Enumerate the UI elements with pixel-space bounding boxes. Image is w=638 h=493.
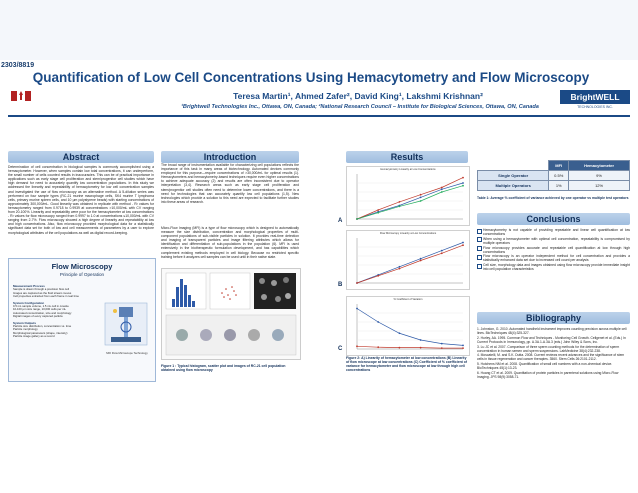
data-point bbox=[377, 275, 379, 277]
conclusions-header: Conclusions bbox=[477, 213, 630, 225]
table-header-row bbox=[478, 161, 630, 171]
figure-2-caption: Figure 2: A) Linearity of hemacytometer at low concentrations (B) Linearity of flow microscope at low concentrations (C) Coefficient of % coefficient of variance for hemacytometer and flow microscope at low through high cell concentrations bbox=[346, 356, 467, 372]
flow-microscopy-title: Flow Microscopy bbox=[51, 262, 113, 271]
output-title: System Outputs bbox=[13, 320, 37, 325]
bibliography-header: Bibliography bbox=[477, 312, 630, 324]
table-cell: 1% bbox=[549, 181, 569, 191]
chart-b-plot bbox=[347, 231, 469, 289]
intro-paragraph-2: Micro-Flow Imaging (MFI) is a type of flow microscopy which is designed to automatically measure the size distribution, concentration and morphological properties of multi-component populations of sub-visible particles in solution. It provides real-time detection and imaging of transparent particles and image filtering attributes which allows for identification and differentiation of sub-populations in the population (6). MFI is used extensively in the biotherapeutic formulation development, and has capabilities which complement existing methods employed in cell biology. Because no restricted specific training before it analyzes cell samples can be used until in their native state. bbox=[161, 226, 299, 259]
measurement-item: Cell properties extracted from each frame in real time bbox=[13, 294, 79, 299]
chart-a-letter: A bbox=[338, 218, 343, 224]
flow-microscopy-text bbox=[13, 285, 99, 339]
chart-b-title: Flow Microscopy Linearity at Low Concentrations bbox=[379, 232, 437, 235]
data-point bbox=[462, 347, 464, 349]
data-point bbox=[356, 282, 358, 284]
conclusion-text: Flow microscopy is an operator independent method for cell concentration and provides a statistically enhanced data set due to increased cell count per analysis bbox=[483, 254, 630, 263]
data-point bbox=[441, 188, 443, 190]
data-point bbox=[399, 347, 401, 349]
data-point bbox=[420, 339, 422, 341]
data-point bbox=[399, 332, 401, 334]
reference-item: 2. Hurley, AA. 1995. Common Flow and Techniques - Monitoring Cell Growth. Cellgenet et al. (Eds.) In Current Protocols in Immunology, pp. A.3A.1-A.3A.3 (eds.) John Wiley & Sons, Inc. bbox=[477, 335, 626, 344]
table-col-hemacytometer: Hemacytometer bbox=[569, 161, 630, 171]
poster-id: 2303/8819 bbox=[1, 62, 35, 69]
system-item: 10-100 µm size range, 10,000 cells per mL bbox=[13, 307, 67, 312]
reference-item: 1. Johnston, G. 2010. Automated handheld instrument improves counting precision across multiple cell lines. BioTechniques 48(4):325-327. bbox=[477, 327, 627, 335]
data-point bbox=[462, 345, 464, 347]
brightwell-logo-wordmark: BrightWELL bbox=[560, 90, 630, 104]
data-point bbox=[399, 268, 401, 270]
data-point bbox=[420, 347, 422, 349]
checkbox-icon bbox=[477, 264, 482, 269]
data-point bbox=[399, 206, 401, 208]
chart-axis bbox=[357, 238, 463, 283]
conclusion-text: When using a hemacytometer with optimal cell concentration, repeatability is compromised by multiple operators bbox=[483, 236, 630, 245]
conclusion-item bbox=[477, 263, 630, 271]
series-line bbox=[357, 243, 463, 284]
data-point bbox=[377, 212, 379, 214]
system-title: System Configuration bbox=[13, 300, 45, 305]
abstract-header: Abstract bbox=[8, 151, 154, 163]
table-cell: 0.5% bbox=[549, 171, 569, 181]
flow-microscope-diagram bbox=[101, 299, 151, 349]
table-cell: 12% bbox=[569, 181, 630, 191]
chart-b bbox=[346, 230, 470, 290]
data-point bbox=[462, 185, 464, 187]
checkbox-icon bbox=[477, 246, 482, 251]
introduction-header: Introduction bbox=[161, 151, 299, 163]
table-cell: 9% bbox=[569, 171, 630, 181]
output-item: Morphological parameters (shape, intensity) bbox=[13, 330, 68, 335]
data-point bbox=[420, 200, 422, 202]
table-col-mfi: MFI bbox=[549, 161, 569, 171]
conclusion-text: Hemacytometry is not capable of providing repeatable and linear cell quantification at low concentrations bbox=[483, 228, 630, 237]
table-row bbox=[478, 181, 630, 191]
flow-microscopy-subtitle: Principle of Operation bbox=[59, 272, 105, 277]
checkbox-icon bbox=[477, 237, 482, 242]
conclusion-text: Flow microscopy provides accurate and repeatable cell quantification at low through high concentrations bbox=[483, 245, 630, 254]
data-point bbox=[356, 218, 358, 220]
data-point bbox=[420, 194, 422, 196]
data-point bbox=[420, 197, 422, 199]
series-line bbox=[357, 186, 463, 219]
abstract-text: Determination of cell concentration in biological samples is commonly accomplished using a hemacytometer. However, when samples contain low total concentrations, it can underperform, the small number of cells counted results in inaccuracies. This can be of practical importance in applications such as early stage cell proliferation and stem/progenitor cell studies which have high demand for need to accurately quantify low concentration populations. In this study we addressed the linearity and repeatability of hemacytometry for low cell concentration samples and investigated the use of flow microscopy as an alternative method. A 5-dilution series was performed on four sample types (RC-21 murine macrophage cells, SK4 murine T lymphoma cells, primary murine spleen cells, and 10 µm polystyrene beads) with starting concentrations of approximately 300,000/mL. Good linearity was obtained in replicate with method - R² values for hemacytometry ranged from 0.9718 to 0.9939 at concentrations >10,000/mL with CV ranging from 20-100%. Linearity and repeatability were poor for the hemacytometer at low concentrations - R² values for flow microscopy ranged from 0.9997 to 1.0 at concentrations ≤10,000/mL with CV ranging from 2-7%. Flow microscopy showed a high degree of linearity and repeatability at low and high concentrations. Also, flow microscopy provided morphological data for a statistically significant data set for both of low and cell measurements of parameters by a user to explore morphological attributes of the cell populations as well as digital record-keeping. bbox=[8, 165, 154, 235]
measurement-title: Measurement Process bbox=[13, 284, 45, 288]
top-band bbox=[0, 0, 638, 60]
data-point bbox=[377, 321, 379, 323]
checkbox-icon bbox=[477, 255, 482, 260]
data-point bbox=[441, 252, 443, 254]
chart-axis bbox=[357, 304, 463, 349]
bibliography-list bbox=[477, 327, 630, 380]
series-line bbox=[357, 245, 463, 283]
brightwell-logo-sub: TECHNOLOGIES INC. bbox=[577, 105, 613, 109]
nrc-logo bbox=[10, 88, 32, 104]
data-point bbox=[420, 260, 422, 262]
checkbox-icon bbox=[477, 229, 482, 234]
measurement-item: Images are captured as the fluid stream moves bbox=[13, 290, 72, 295]
data-point bbox=[399, 266, 401, 268]
conclusion-item bbox=[477, 228, 630, 236]
series-line bbox=[357, 346, 463, 348]
system-item: 0.5 mL sample volume, 1.5 mL cell in cuvette bbox=[13, 304, 69, 309]
chart-c-plot bbox=[347, 297, 469, 355]
conclusion-text: Cell size, morphology data and images obtained using flow microscopy provide immediate insight into cell population characteristics bbox=[483, 263, 630, 272]
system-item: Automated concentration, size and morphology bbox=[13, 310, 72, 315]
conclusion-item bbox=[477, 254, 630, 262]
data-point bbox=[377, 209, 379, 211]
chart-c-title: % Coefficient of Variation bbox=[393, 298, 423, 301]
output-item: Particle image gallery as a record bbox=[13, 334, 55, 339]
chart-a-title: Hemacytometry Linearity at Low Concentrations bbox=[380, 168, 436, 171]
reference-item: 6. Huang CT et al. 2009. Quantitation of protein particles in parenteral solutions using Micro-Flow Imaging. JPS 98(9):3058-71. bbox=[477, 370, 619, 379]
reference-item: 5. Hutchens NM et al. 2008. Quantification of small cell numbers with a non-chemical device. BioTechniques 45(1):13-23. bbox=[477, 362, 613, 371]
output-item: Particle size distribution, concentration vs. time bbox=[13, 324, 72, 329]
diagram-caption: MFI Flow Microscope Technology bbox=[106, 351, 148, 355]
results-header: Results bbox=[346, 151, 468, 163]
chart-c bbox=[346, 296, 470, 356]
chart-c-letter: C bbox=[338, 346, 343, 352]
data-point bbox=[420, 258, 422, 260]
data-point bbox=[462, 244, 464, 246]
data-point bbox=[462, 182, 464, 184]
author-list: Teresa Martin¹, Ahmed Zafer², David King¹, Lakshmi Krishnan² bbox=[233, 91, 483, 101]
brightwell-logo bbox=[560, 88, 630, 114]
data-point bbox=[441, 187, 443, 189]
conclusion-item bbox=[477, 237, 630, 245]
data-point bbox=[462, 177, 464, 179]
reference-item: 3. Lu JC et al. 2007. Comparison of three sperm counting methods for the determination of sperm concentration in human semen and sperm suspensions. LabMedicine 38(4):232-238. bbox=[477, 344, 620, 353]
data-point bbox=[399, 201, 401, 203]
data-point bbox=[377, 346, 379, 348]
data-point bbox=[441, 191, 443, 193]
reference-item: 4. Moscatelli, M. and S.K. Dutta. 2008. Current reviews recent advances and the significance of stem cells in tissue regeneration and cancer therapies. 3560. Stem Cells 26:2101-2112. bbox=[477, 353, 625, 362]
intro-paragraph-1: The broad range of instrumentation available for characterizing cell populations reflects the importance of this task in many areas of biotechnology. Automated devices commonly employed for this purpose—require concentrations of >30,000/mL for optimal results (1). Hemacytometers and hemacytometry-based techniques require even higher concentrations to achieve adequate accuracy (2) and results are often inconsistent due to operator interpretation (3,4). Research areas such as early stage cell proliferation and stem/progenitor cell studies often need to determine lower concentrations, and there is a need for technologies that can accurately quantify low cell populations (1,5). New technologies which provide a solution to this need are expected to facilitate further studies into these areas of research. bbox=[161, 163, 299, 204]
data-point bbox=[441, 347, 443, 349]
affiliations: ¹Brightwell Technologies Inc., Ottawa, ON, Canada; ²National Research Council – Institute for Biological Sciences, Ottawa, ON, Canada bbox=[181, 104, 539, 110]
figure-1-panel bbox=[161, 268, 301, 360]
chart-a bbox=[346, 166, 470, 226]
system-item: Digital images of every captured particle bbox=[13, 314, 63, 319]
data-point bbox=[441, 250, 443, 252]
measurement-item: Sample is drawn through a precision flow cell bbox=[13, 287, 69, 292]
poster-title: Quantification of Low Cell Concentrations Using Hemacytometry and Flow Microscopy bbox=[32, 70, 590, 85]
cv-table bbox=[477, 160, 630, 191]
conclusion-item bbox=[477, 246, 630, 254]
series-line bbox=[357, 178, 463, 219]
table-row-label: Multiple Operators bbox=[478, 181, 549, 191]
table-row-label: Single Operator bbox=[478, 171, 549, 181]
figure-1-caption: Figure 1 : Typical histogram, scatter plot and images of RC-21 cell population obtained using flow microscopy bbox=[161, 364, 286, 372]
table-caption: Table 1: Average % coefficient of variance achieved by one operator vs multiple test operators bbox=[477, 196, 629, 200]
table-corner bbox=[478, 161, 549, 171]
output-item: Particle morphology bbox=[13, 327, 38, 332]
title-rule bbox=[8, 115, 630, 117]
data-point bbox=[441, 343, 443, 345]
figure-1-graphics bbox=[162, 269, 300, 359]
flow-microscopy-panel bbox=[8, 258, 156, 382]
data-point bbox=[356, 345, 358, 347]
table-row bbox=[478, 171, 630, 181]
data-point bbox=[462, 242, 464, 244]
conclusions-list bbox=[477, 228, 630, 272]
data-point bbox=[356, 308, 358, 310]
chart-b-letter: B bbox=[338, 282, 343, 288]
chart-a-plot bbox=[347, 167, 469, 225]
